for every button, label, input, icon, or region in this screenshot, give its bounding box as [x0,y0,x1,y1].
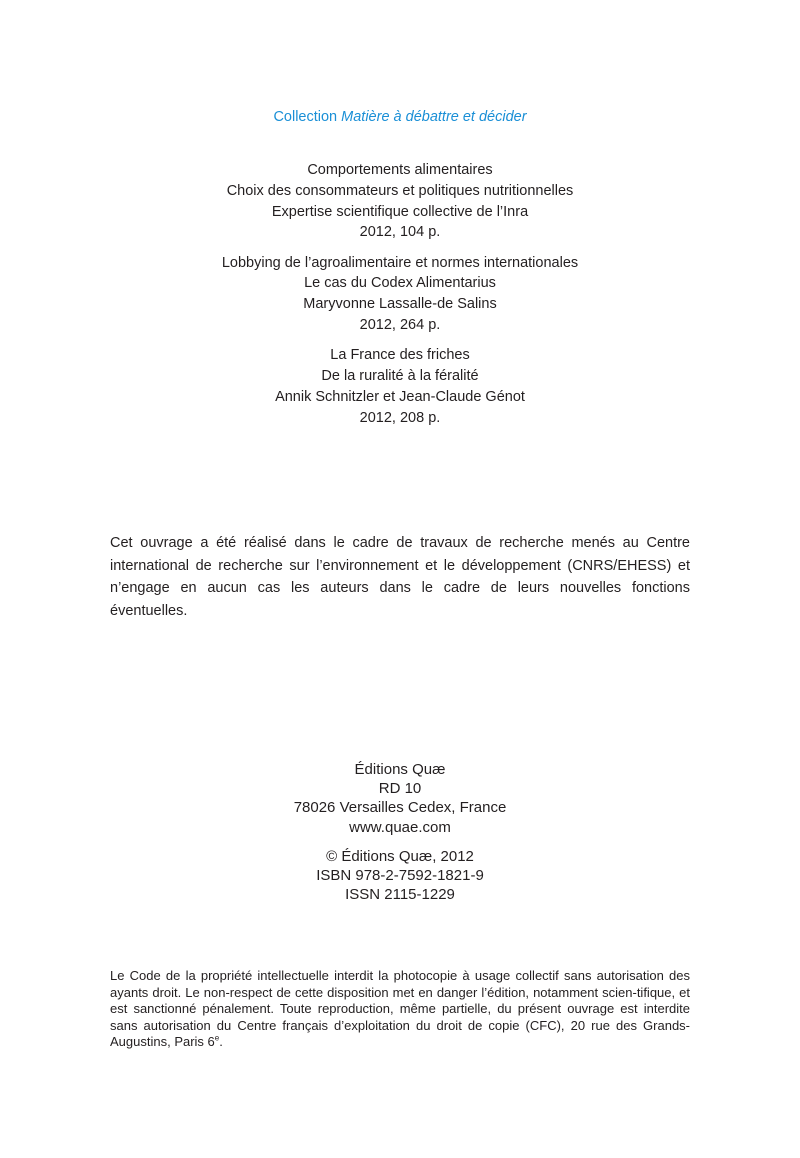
book-entry [0,253,800,336]
book-author: Annik Schnitzler et Jean-Claude Génot [275,388,525,405]
book-publication-info: 2012, 208 p. [359,409,441,426]
legal-end: . [219,1034,223,1050]
research-disclaimer: Cet ouvrage a été réalisé dans le cadre de travaux de recherche menés au Centre international de recherche sur l’environnement et le développement (CNRS/EHESS) et n’engage en aucun cas les auteurs dans le cadre de leurs nouvelles fonctions éventuelles. [110,535,690,619]
spacer [0,837,800,847]
publisher-name: Éditions Quæ [354,761,446,778]
isbn-line: ISBN 978-2-7592-1821-9 [316,867,484,885]
book-author: Maryvonne Lassalle-de Salins [303,296,497,313]
book-author: Expertise scientifique collective de l’Inra [271,203,529,220]
book-publication-info: 2012, 264 p. [359,317,441,334]
legal-notice [110,968,690,1051]
book-title: La France des friches [330,347,470,364]
publisher-website: www.quae.com [349,818,451,836]
legal-superscript: e [214,1034,220,1044]
copyright-line: © Éditions Quæ, 2012 [326,847,474,865]
book-subtitle: Choix des consommateurs et politiques nutritionnelles [226,182,574,199]
publisher-road: RD 10 [378,780,422,798]
book-entry [0,160,800,243]
book-title: Lobbying de l’agroalimentaire et normes internationales [221,254,579,271]
book-entry [0,345,800,428]
book-list [0,160,800,438]
collection-name: Matière à débattre et décider [341,109,527,125]
publisher-city: 78026 Versailles Cedex, France [293,799,507,817]
collection-prefix: Collection [273,109,338,125]
book-subtitle: De la ruralité à la féralité [321,368,479,385]
book-publication-info: 2012, 104 p. [359,224,441,241]
collection-heading [0,106,800,128]
publisher-block [0,760,800,904]
issn-line: ISSN 2115-1229 [345,886,455,904]
legal-text: Le Code de la propriété intellectuelle interdit la photocopie à usage collectif sans autorisation des ayants droit. Le non-respect de cette disposition met en danger l’édition, notamment scien-tifique, et est sanctionné pénalement. Toute reproduction, même partielle, du présent ouvrage est interdite sans autorisation du Centre français d’exploitation du droit de copie (CFC), 20 rue des Grands-Augustins, Paris 6 [110,968,690,1050]
book-title: Comportements alimentaires [307,162,493,178]
book-subtitle: Le cas du Codex Alimentarius [304,275,496,292]
